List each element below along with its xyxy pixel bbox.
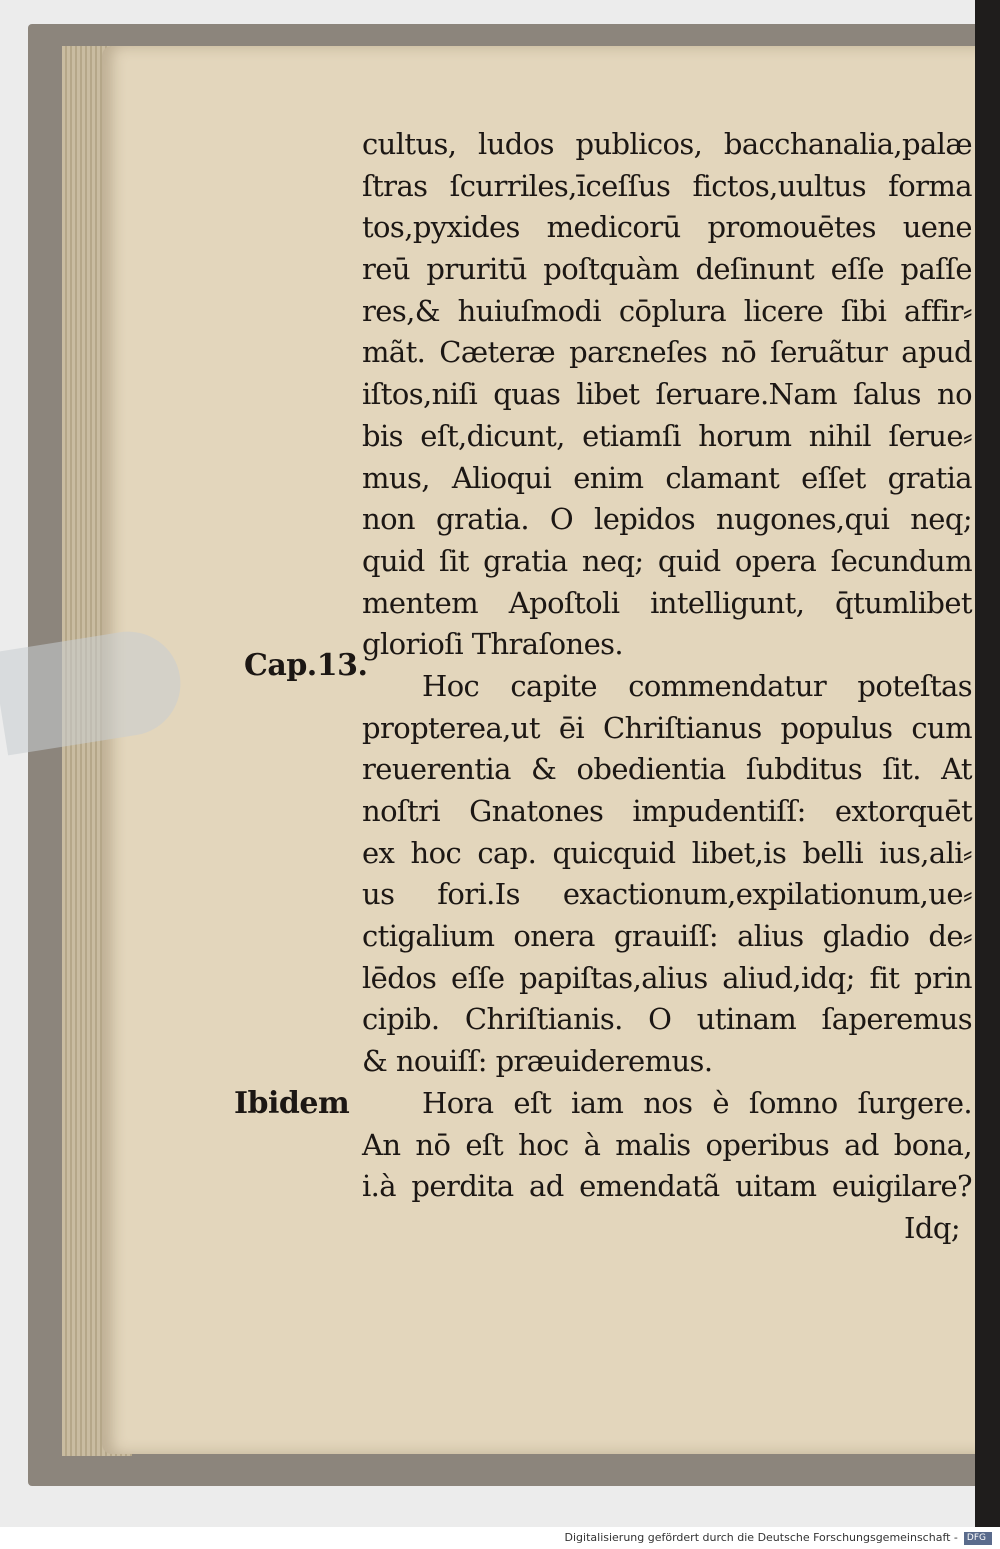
text-line: tos,pyxides medicorū promouētes uene — [362, 210, 972, 245]
marginal-note-chapter: Cap.13. — [244, 648, 368, 683]
digitization-footer — [0, 1527, 1000, 1549]
text-line: ex hoc cap. quicquid libet,is belli ius,ali⸗ — [362, 835, 972, 870]
text-line: res,& huiuſmodi cōplura licere ſibi affir⸗ — [362, 293, 972, 328]
book-spine — [975, 0, 1000, 1527]
text-line: & nouiſſ: præuideremus. — [362, 1044, 713, 1079]
text-line: mãt. Cæteræ parεneſes nō ſeruãtur apud — [362, 335, 972, 370]
text-line: bis eſt,dicunt, etiamſi horum nihil ſerue⸗ — [362, 418, 972, 453]
text-line: propterea,ut ēi Chriſtianus populus cum — [362, 710, 972, 745]
marginal-note-ibidem: Ibidem — [234, 1086, 350, 1121]
text-line: lēdos eſſe papiſtas,alius aliud,idq; fit prin — [362, 960, 972, 995]
text-line: ſtras ſcurriles,īceſſus fictos,uultus forma — [362, 168, 972, 203]
text-line: us fori.Is exactionum,expilationum,ue⸗ — [362, 877, 972, 912]
catchword: Idq; — [904, 1210, 960, 1245]
text-line: cultus, ludos publicos, bacchanalia,palæ — [362, 127, 972, 161]
footer-credit: Digitalisierung gefördert durch die Deutsche Forschungsgemeinschaft - — [564, 1531, 958, 1544]
text-line: mus, Alioqui enim clamant eſſet gratia — [362, 460, 972, 495]
text-line: non gratia. O lepidos nugones,qui neq; — [362, 502, 972, 537]
text-line: cipib. Chriſtianis. O utinam ſaperemus — [362, 1002, 972, 1037]
text-line: iſtos,niſi quas libet ſeruare.Nam ſalus no — [362, 377, 972, 412]
text-line: reū pruritū poſtquàm deſinunt eſſe paſſe — [362, 252, 972, 287]
text-line: ctigalium onera grauiſſ: alius gladio de⸗ — [362, 919, 972, 954]
text-line: mentem Apoſtoli intelligunt, q̄tumlibet — [362, 585, 972, 620]
text-line: Hoc capite commendatur poteſtas — [422, 668, 972, 703]
text-line: Hora eſt iam nos è ſomno ſurgere. — [422, 1085, 972, 1120]
text-block — [362, 124, 972, 1250]
dfg-logo: DFG — [964, 1532, 992, 1545]
text-line: An nō eſt hoc à malis operibus ad bona, — [362, 1127, 972, 1162]
text-line: glorioſi Thraſones. — [362, 627, 624, 662]
text-line: reuerentia & obedientia ſubditus ſit. At — [362, 752, 972, 787]
text-line: quid ſit gratia neq; quid opera ſecundum — [362, 543, 972, 578]
text-line: noſtri Gnatones impudentiſſ: extorquēt — [362, 794, 972, 828]
text-line: i.à perdita ad emendatã uitam euigilare? — [362, 1169, 972, 1204]
